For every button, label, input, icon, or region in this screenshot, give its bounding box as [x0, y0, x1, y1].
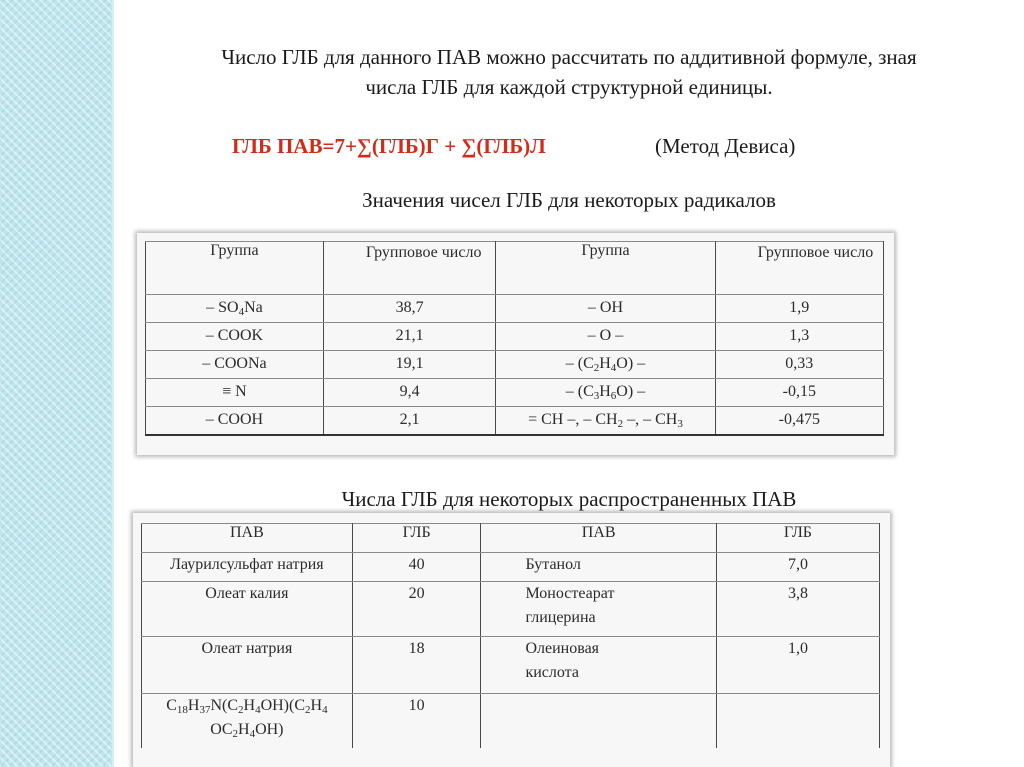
group-cell: – OH — [496, 295, 715, 323]
group-cell: ≡ N — [146, 379, 324, 407]
table-row — [142, 582, 880, 637]
value-cell: 21,1 — [323, 323, 495, 351]
davies-formula: ГЛБ ПАВ=7+∑(ГЛБ)Г + ∑(ГЛБ)Л — [232, 134, 546, 158]
table-row — [146, 351, 884, 379]
hlb-cell: 10 — [352, 694, 481, 749]
group-cell: – COONa — [146, 351, 324, 379]
radicals-table-panel — [137, 233, 894, 455]
radicals-table — [145, 241, 884, 436]
decorative-stripe — [0, 0, 112, 767]
intro-line-1: Число ГЛБ для данного ПАВ можно рассчитать по аддитивной формуле, зная — [221, 45, 917, 69]
group-cell: – $SO_4Na$ — [146, 295, 324, 323]
header-group: Группа — [146, 242, 324, 295]
header-surfactant: ПАВ — [481, 524, 716, 553]
surfactant-cell: Лаурилсульфат натрия — [142, 553, 353, 582]
value-cell: 2,1 — [323, 407, 495, 436]
surfactant-cell: Олеиновая кислота — [481, 637, 716, 694]
stripe-edge — [112, 0, 114, 767]
table2-caption: Числа ГЛБ для некоторых распространенных ПАВ — [341, 487, 797, 511]
intro-line-2: числа ГЛБ для каждой структурной единицы. — [365, 75, 773, 99]
header-hlb: ГЛБ — [716, 524, 879, 553]
surfactants-table — [141, 523, 880, 748]
hlb-cell: 3,8 — [716, 582, 879, 637]
value-cell: -0,475 — [715, 407, 883, 436]
group-cell: = CH –, – $CH_2$ –, – $CH_3$ — [496, 407, 715, 436]
table-row — [146, 323, 884, 351]
group-cell: – $(C_3H_6O)$ – — [496, 379, 715, 407]
hlb-cell: 7,0 — [716, 553, 879, 582]
hlb-cell: 40 — [352, 553, 481, 582]
group-cell: – COOH — [146, 407, 324, 436]
surfactants-table-panel — [133, 513, 890, 767]
surfactant-cell: Бутанол — [481, 553, 716, 582]
table-row — [146, 295, 884, 323]
surfactant-cell: Моностеарат глицерина — [481, 582, 716, 637]
value-cell: 1,3 — [715, 323, 883, 351]
group-cell: – $(C_2H_4O)$ – — [496, 351, 715, 379]
header-group: Группа — [496, 242, 715, 295]
header-hlb: ГЛБ — [352, 524, 481, 553]
table-row — [146, 379, 884, 407]
table-header-row — [146, 242, 884, 295]
value-cell: 19,1 — [323, 351, 495, 379]
header-group-number: Групповое число — [323, 242, 495, 295]
hlb-cell: 20 — [352, 582, 481, 637]
value-cell: 1,9 — [715, 295, 883, 323]
header-group-number: Групповое число — [715, 242, 883, 295]
table-header-row — [142, 524, 880, 553]
group-cell: – O – — [496, 323, 715, 351]
hlb-cell: 18 — [352, 637, 481, 694]
table-row — [142, 694, 880, 749]
group-cell: – COOK — [146, 323, 324, 351]
surfactant-cell: Олеат натрия — [142, 637, 353, 694]
empty-cell — [716, 694, 879, 749]
value-cell: 9,4 — [323, 379, 495, 407]
table-row — [142, 637, 880, 694]
hlb-cell: 1,0 — [716, 637, 879, 694]
formula-row — [0, 134, 1024, 162]
value-cell: 0,33 — [715, 351, 883, 379]
value-cell: 38,7 — [323, 295, 495, 323]
surfactant-cell: $C_{18}H_{37}N(C_2H_4OH)(C_2H_4$ $OC_2H_4OH$) — [142, 694, 353, 749]
header-surfactant: ПАВ — [142, 524, 353, 553]
empty-cell — [481, 694, 716, 749]
table-row — [146, 407, 884, 436]
method-label: (Метод Девиса) — [655, 134, 796, 158]
table-row — [142, 553, 880, 582]
value-cell: -0,15 — [715, 379, 883, 407]
table1-caption: Значения чисел ГЛБ для некоторых радикалов — [362, 188, 776, 212]
surfactant-cell: Олеат калия — [142, 582, 353, 637]
